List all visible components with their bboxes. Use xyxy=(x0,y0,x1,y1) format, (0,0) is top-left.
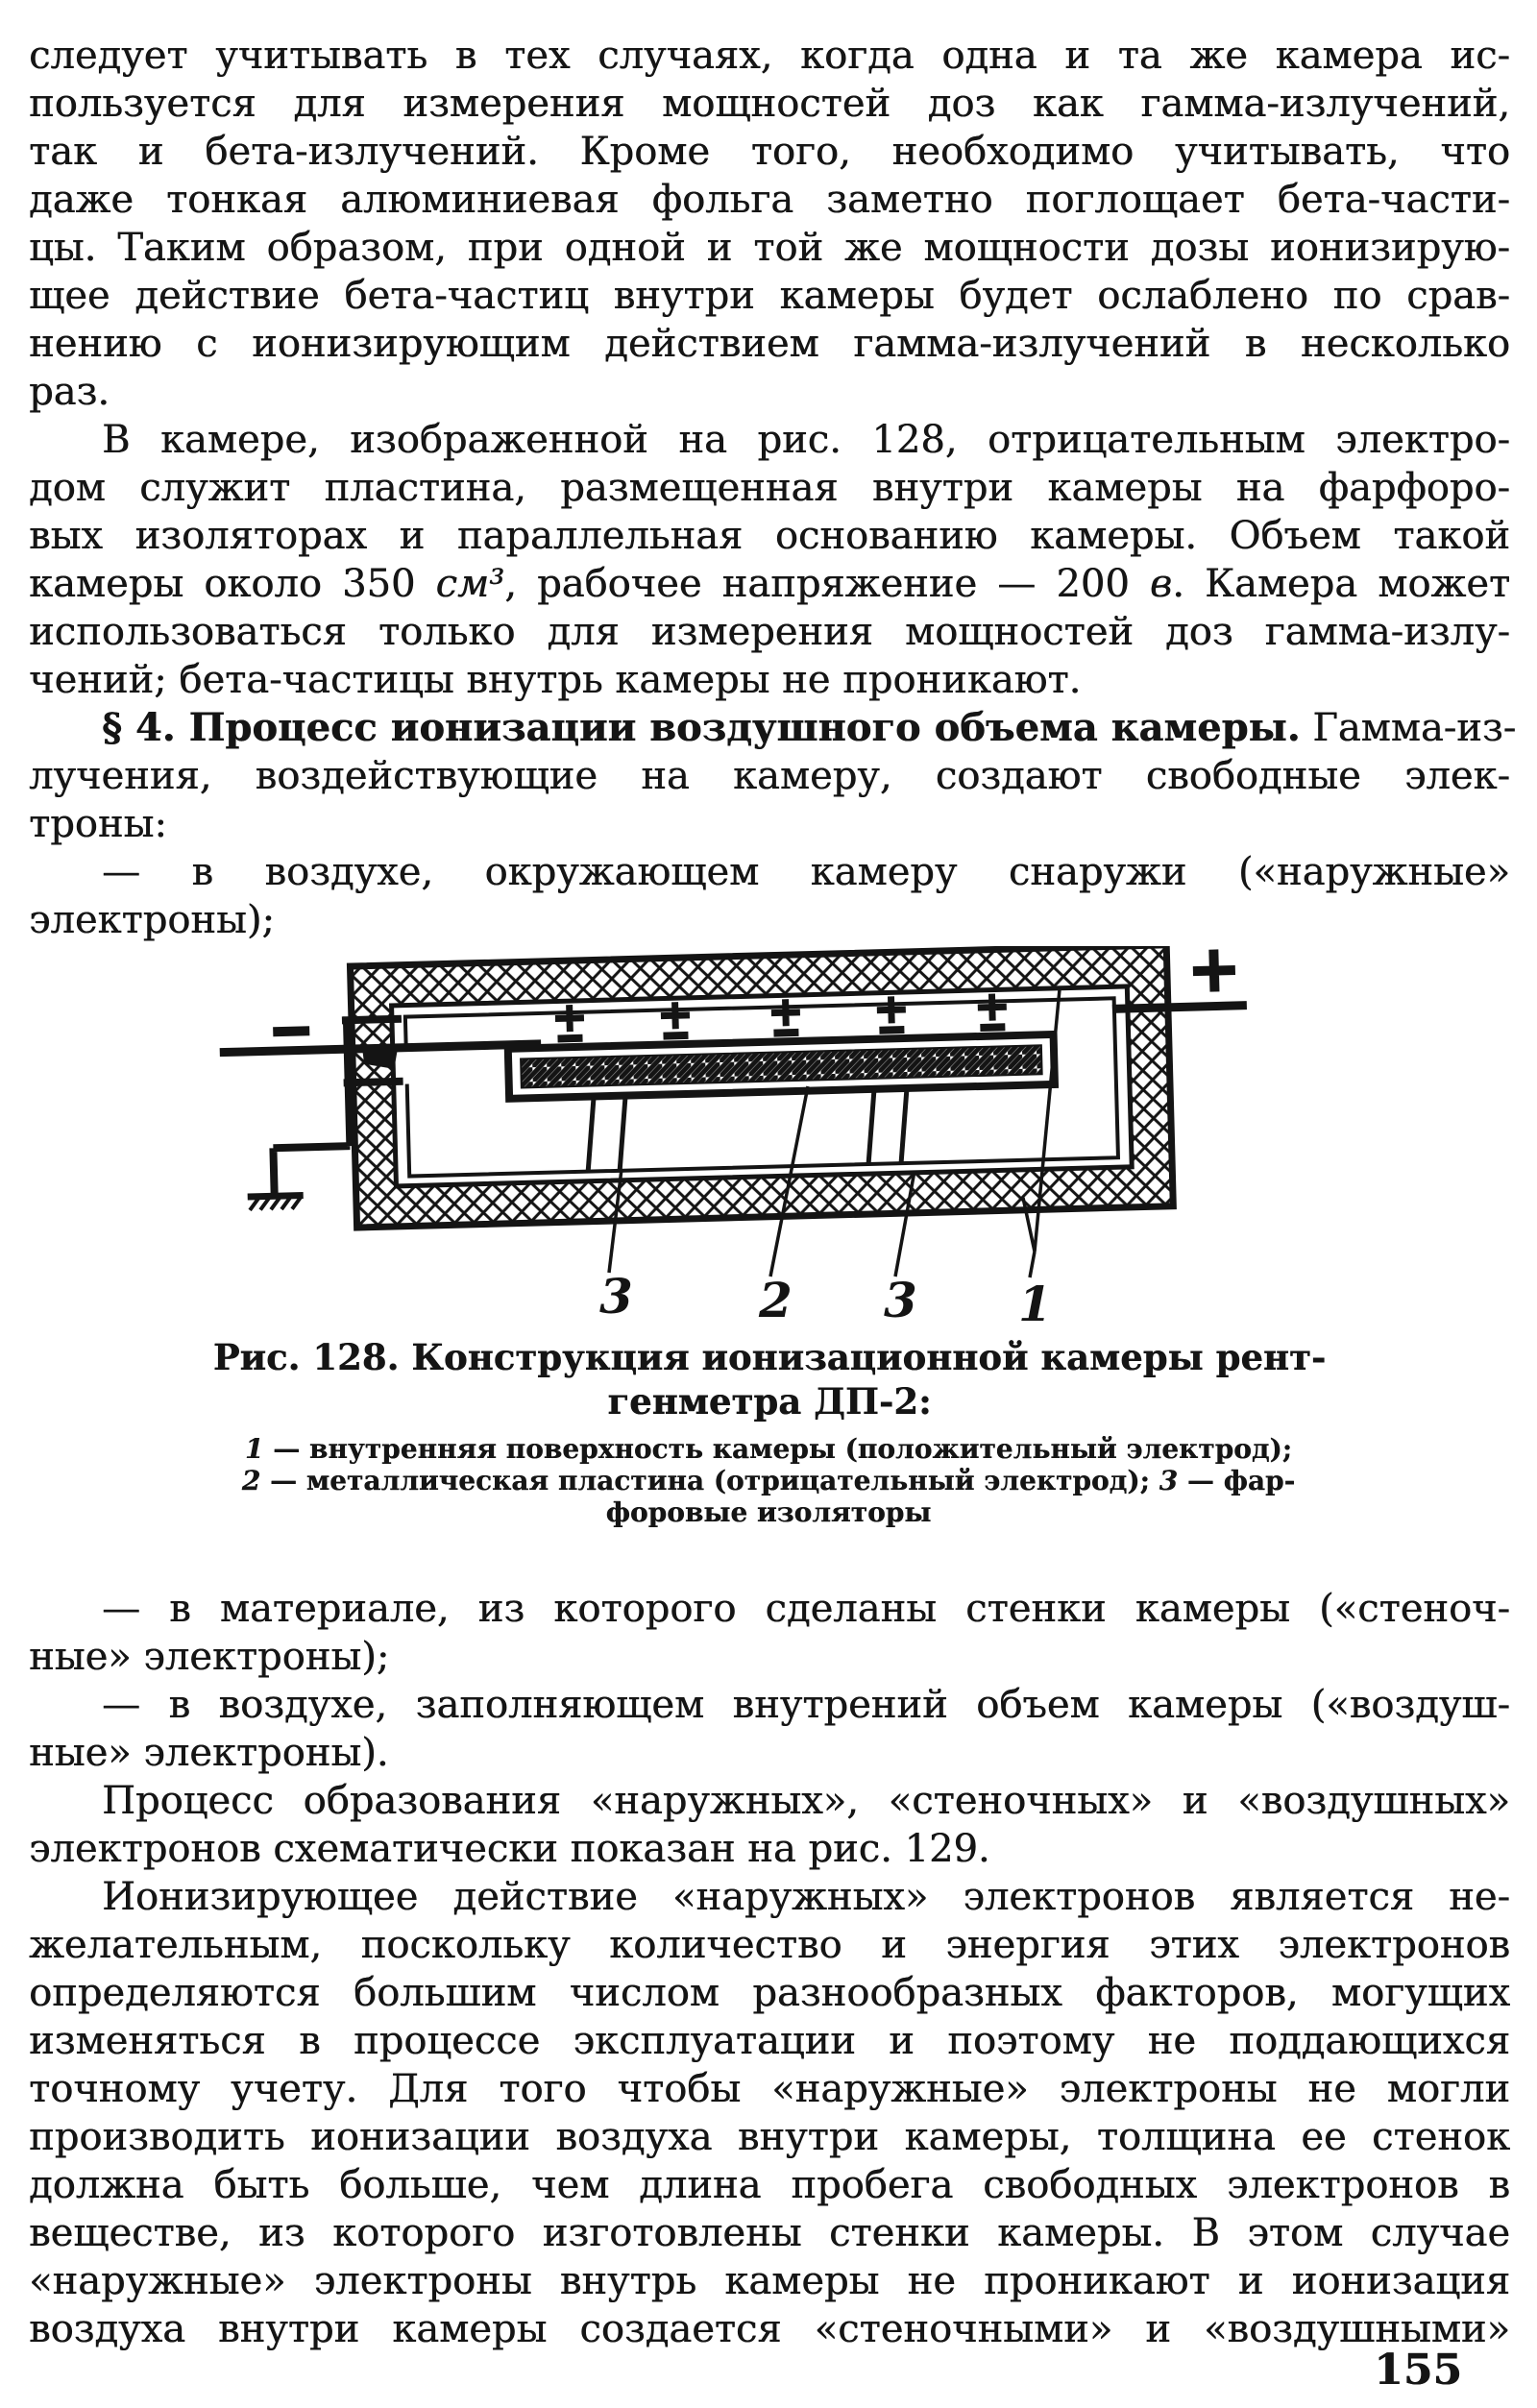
callout-label-2: 2 xyxy=(759,1272,793,1328)
text-segment: , рабочее напряжение — 200 xyxy=(504,562,1150,606)
text-line xyxy=(29,896,1510,944)
text-segment: использоваться только для измерения мощностей доз гамма-излу- xyxy=(29,610,1510,654)
callout-label-3-right: 3 xyxy=(884,1272,917,1328)
text-line xyxy=(29,1585,1510,1633)
text-segment: форовые изоляторы xyxy=(605,1496,932,1528)
plus-terminal-symbol xyxy=(1192,949,1235,992)
page-number: 155 xyxy=(1374,2346,1462,2395)
text-line xyxy=(29,464,1510,512)
text-line xyxy=(29,848,1510,896)
text-segment: Гамма-из- xyxy=(1300,706,1517,750)
text-segment: так и бета-излучений. Кроме того, необходимо учитывать, что xyxy=(29,130,1510,174)
text-line xyxy=(29,320,1510,368)
text-line xyxy=(29,176,1510,224)
text-segment: В камере, изображенной на рис. 128, отрицательным электро- xyxy=(102,418,1510,462)
minus-terminal-symbol xyxy=(273,1031,309,1032)
text-segment: см³ xyxy=(435,562,505,606)
text-segment: точному учету. Для того чтобы «наружные» электроны не могли xyxy=(29,2067,1510,2111)
text-line xyxy=(29,2017,1510,2065)
text-segment: веществе, из которого изготовлены стенки камеры. В этом случае xyxy=(29,2211,1510,2255)
text-line xyxy=(29,1729,1510,1777)
text-line xyxy=(29,1969,1510,2017)
text-segment: — внутренняя поверхность камеры (положительный электрод); xyxy=(263,1433,1293,1465)
text-line xyxy=(29,368,1510,416)
text-line xyxy=(29,1777,1510,1825)
body-text-below-figure xyxy=(29,1585,1510,2353)
text-segment: камеры около 350 xyxy=(29,562,436,606)
text-line xyxy=(29,608,1510,656)
text-segment: нению с ионизирующим действием гамма-излучений в несколько xyxy=(29,322,1510,366)
text-segment: цы. Таким образом, при одной и той же мощности дозы ионизирую- xyxy=(29,226,1510,270)
text-line xyxy=(29,224,1510,272)
text-segment: Процесс образования «наружных», «стеночных» и «воздушных» xyxy=(102,1779,1510,1823)
text-segment: пользуется для измерения мощностей доз как гамма-излучений, xyxy=(29,82,1510,126)
text-line xyxy=(29,272,1510,320)
text-line xyxy=(29,704,1517,752)
figure-caption-line1: Рис. 128. Конструкция ионизационной камеры рент- xyxy=(212,1336,1327,1378)
text-line xyxy=(29,800,1510,848)
text-segment: электроны); xyxy=(29,898,275,942)
text-segment: 3 xyxy=(1159,1465,1179,1496)
text-line xyxy=(29,2305,1510,2353)
text-segment: — в материале, из которого сделаны стенки камеры («стеноч- xyxy=(102,1587,1510,1631)
text-segment: дом служит пластина, размещенная внутри камеры на фарфоро- xyxy=(29,466,1510,510)
text-line xyxy=(29,560,1510,608)
text-segment: определяются большим числом разнообразных факторов, могущих xyxy=(29,1971,1510,2015)
text-line xyxy=(29,2209,1510,2257)
text-segment: Ионизирующее действие «наружных» электронов является не- xyxy=(102,1875,1510,1919)
text-line xyxy=(29,416,1510,464)
text-line xyxy=(29,2113,1510,2161)
text-segment: 2 xyxy=(241,1465,261,1496)
text-segment: — металлическая пластина (отрицательный электрод); xyxy=(260,1465,1159,1496)
text-segment: в xyxy=(1149,562,1173,606)
text-line xyxy=(29,656,1510,704)
text-segment: производить ионизации воздуха внутри камеры, толщина ее стенок xyxy=(29,2115,1510,2159)
text-line xyxy=(29,1873,1510,1921)
text-segment: желательным, поскольку количество и энергия этих электронов xyxy=(29,1923,1510,1967)
text-segment: — в воздухе, заполняющем внутрений объем камеры («воздуш- xyxy=(102,1683,1510,1727)
text-segment: вых изоляторах и параллельная основанию камеры. Объем такой xyxy=(29,514,1510,558)
text-segment: следует учитывать в тех случаях, когда одна и та же камера ис- xyxy=(29,34,1510,78)
text-segment: троны: xyxy=(29,802,167,846)
text-segment: должна быть больше, чем длина пробега свободных электронов в xyxy=(29,2163,1510,2207)
text-line xyxy=(29,2257,1510,2305)
text-segment: § 4. Процесс ионизации воздушного объема камеры. xyxy=(102,705,1301,750)
text-segment: электронов схематически показан на рис. 129. xyxy=(29,1827,990,1871)
text-segment: раз. xyxy=(29,370,110,414)
text-segment: щее действие бета-частиц внутри камеры будет ослаблено по срав- xyxy=(29,274,1510,318)
ground-symbol xyxy=(248,1195,304,1210)
callout-label-1: 1 xyxy=(1018,1276,1052,1330)
positive-lead-wire xyxy=(1112,1006,1247,1009)
text-line xyxy=(173,1433,1364,1465)
figure-128-ionization-chamber-diagram xyxy=(202,946,1306,1330)
text-line xyxy=(173,1496,1364,1528)
text-line xyxy=(29,128,1510,176)
figure-legend xyxy=(173,1433,1364,1528)
text-segment: . Камера может xyxy=(1172,562,1510,606)
text-segment: ные» электроны); xyxy=(29,1635,390,1679)
figure-caption-line2: генметра ДП-2: xyxy=(607,1380,932,1423)
text-segment: — в воздухе, окружающем камеру снаружи («наружные» xyxy=(102,850,1510,894)
text-line xyxy=(29,1633,1510,1681)
text-line xyxy=(29,1921,1510,1969)
body-text-above-figure xyxy=(29,32,1517,944)
text-segment: даже тонкая алюминиевая фольга заметно поглощает бета-части- xyxy=(29,178,1510,222)
text-line xyxy=(29,2065,1510,2113)
text-segment: — фар- xyxy=(1178,1465,1296,1496)
chamber-body xyxy=(218,946,1253,1231)
text-line xyxy=(29,1681,1510,1729)
text-line xyxy=(29,2161,1510,2209)
text-segment: 1 xyxy=(244,1433,264,1465)
text-segment: воздуха внутри камеры создается «стеночными» и «воздушными» xyxy=(29,2307,1510,2351)
text-segment: изменяться в процессе эксплуатации и поэтому не поддающихся xyxy=(29,2019,1510,2063)
text-segment: ные» электроны). xyxy=(29,1731,389,1775)
text-segment: «наружные» электроны внутрь камеры не проникают и ионизация xyxy=(29,2259,1510,2303)
text-line xyxy=(173,1465,1364,1496)
text-line xyxy=(29,80,1510,128)
text-line xyxy=(29,1825,1510,1873)
text-segment: чений; бета-частицы внутрь камеры не проникают. xyxy=(29,658,1082,702)
figure-caption xyxy=(29,1335,1510,1423)
callout-label-3-left: 3 xyxy=(599,1268,633,1325)
text-line xyxy=(29,32,1510,80)
text-line xyxy=(29,752,1510,800)
text-segment: лучения, воздействующие на камеру, создают свободные элек- xyxy=(29,754,1510,798)
text-line xyxy=(29,512,1510,560)
